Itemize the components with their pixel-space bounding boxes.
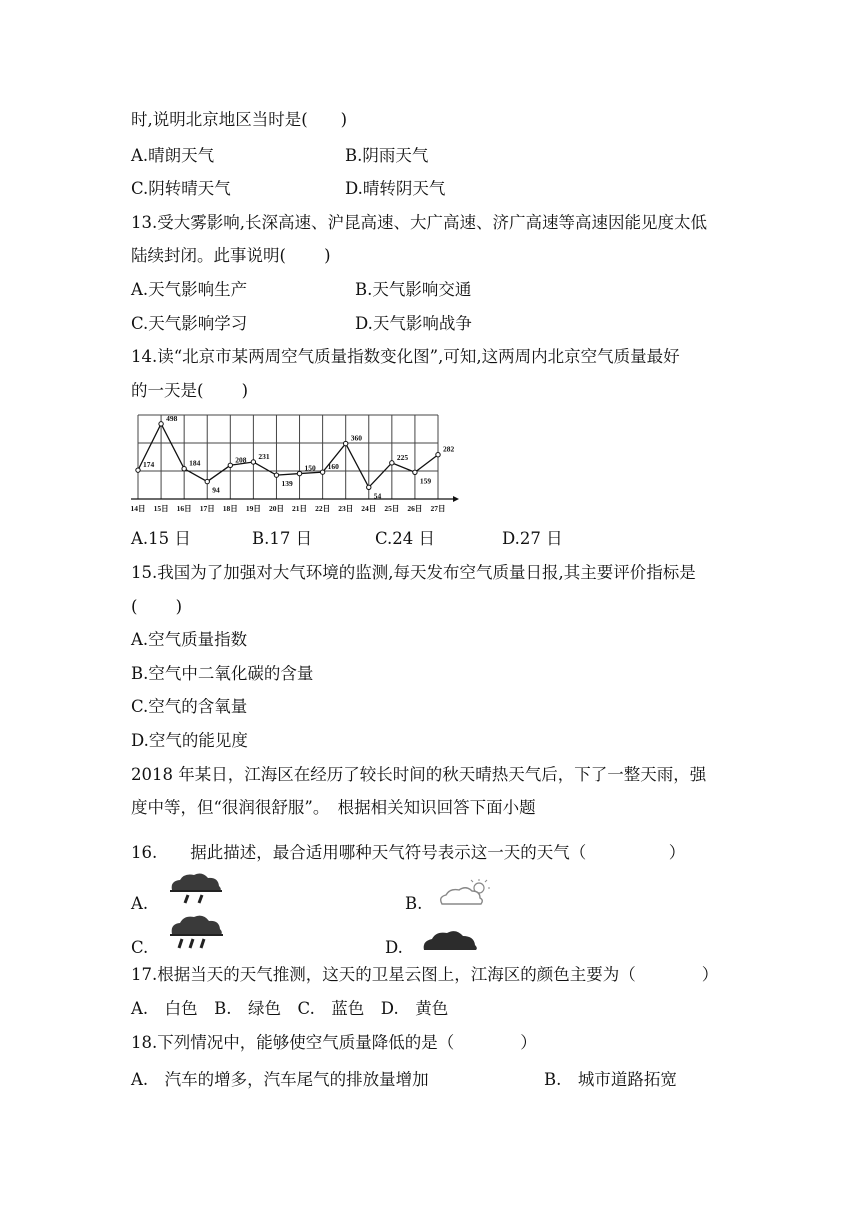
q14-option-d: D.27 日 (502, 529, 563, 548)
data-point (413, 470, 417, 474)
light-rain-icon (166, 872, 224, 906)
data-label: 231 (258, 452, 270, 461)
data-label: 94 (212, 485, 220, 495)
x-tick-label: 17日 (199, 504, 215, 513)
q13-option-a: A.天气影响生产 (131, 280, 248, 299)
aqi-line-chart (131, 413, 461, 515)
x-tick-label: 27日 (430, 504, 446, 513)
data-point (182, 467, 186, 471)
q14-option-c: C.24 日 (375, 529, 436, 548)
passage-line1: 2018 年某日，江海区在经历了较长时间的秋天晴热天气后，下了一整天雨，强 (131, 765, 707, 784)
q12-stem: 时,说明北京地区当时是( ) (131, 110, 348, 129)
x-tick-label: 20日 (268, 504, 284, 513)
q13-stem-line2: 陆续封闭。此事说明( ) (131, 246, 331, 265)
q13-option-c: C.天气影响学习 (131, 314, 248, 333)
data-label: 360 (350, 433, 362, 443)
x-tick-label: 26日 (407, 504, 423, 513)
x-axis-arrow (453, 496, 459, 502)
partly-cloudy-icon (436, 878, 498, 910)
q15-option-b: B.空气中二氧化碳的含量 (131, 664, 314, 683)
data-point (205, 479, 209, 483)
x-tick-label: 18日 (222, 504, 238, 513)
x-tick-label: 19日 (245, 504, 261, 513)
overcast-icon (420, 928, 480, 954)
data-point (251, 460, 255, 464)
x-tick-label: 25日 (384, 504, 400, 513)
data-point (436, 453, 440, 457)
x-tick-label: 24日 (361, 504, 377, 513)
data-label: 498 (166, 413, 178, 423)
moderate-rain-icon (166, 914, 226, 954)
q13-option-d: D.天气影响战争 (355, 314, 472, 333)
data-point (228, 463, 232, 467)
q12-option-c: C.阴转晴天气 (131, 179, 231, 198)
x-tick-label: 22日 (315, 504, 331, 513)
data-label: 225 (396, 452, 409, 462)
q14-stem-line1: 14.读“北京市某两周空气质量指数变化图”,可知,这两周内北京空气质量最好 (131, 347, 680, 366)
q18-option-a: A. 汽车的增多，汽车尾气的排放量增加 (131, 1070, 429, 1089)
passage-line2: 度中等，但“很润很舒服”。 根据相关知识回答下面小题 (131, 798, 536, 817)
q13-option-b: B.天气影响交通 (355, 280, 472, 299)
q15-option-c: C.空气的含氧量 (131, 697, 248, 716)
q14-option-a: A.15 日 (131, 529, 191, 548)
q15-option-d: D.空气的能见度 (131, 731, 248, 750)
x-tick-label: 23日 (338, 504, 354, 513)
x-tick-label: 21日 (292, 504, 308, 513)
x-tick-label: 16日 (176, 504, 192, 513)
q18-option-b: B. 城市道路拓宽 (544, 1070, 677, 1089)
data-label: 139 (281, 479, 293, 489)
data-point (274, 473, 278, 477)
chart-canvas (131, 413, 461, 515)
data-point (320, 470, 324, 474)
data-label: 282 (443, 444, 455, 454)
q16-stem: 16. 据此描述，最合适用哪种天气符号表示这一天的天气（ ） (131, 843, 686, 862)
q16-option-d-label: D. (385, 938, 403, 957)
data-point (159, 422, 163, 426)
data-label: 174 (143, 460, 155, 470)
data-label: 159 (419, 476, 432, 486)
x-tick-label: 14日 (131, 504, 146, 513)
q17-options: A. 白色 B. 绿色 C. 蓝色 D. 黄色 (131, 999, 449, 1018)
q12-option-d: D.晴转阴天气 (345, 179, 446, 198)
data-label: 208 (235, 455, 247, 465)
q16-option-a-label: A. (131, 894, 149, 913)
x-tick-label: 15日 (153, 504, 169, 513)
q12-option-b: B.阴雨天气 (345, 146, 429, 165)
q13-stem-line1: 13.受大雾影响,长深高速、沪昆高速、大广高速、济广高速等高速因能见度太低 (131, 213, 707, 232)
q14-stem-line2: 的一天是( ) (131, 381, 249, 400)
q18-stem: 18.下列情况中，能够使空气质量降低的是（ ） (131, 1033, 537, 1052)
data-point (136, 468, 140, 472)
q17-stem: 17.根据当天的天气推测，这天的卫星云图上，江海区的颜色主要为（ ） (131, 965, 719, 984)
data-label: 160 (327, 462, 339, 472)
data-point (367, 485, 371, 489)
data-label: 184 (189, 458, 201, 468)
q12-option-a: A.晴朗天气 (131, 146, 215, 165)
q15-stem-line2: ( ) (131, 597, 183, 616)
q15-option-a: A.空气质量指数 (131, 630, 248, 649)
q16-option-b-label: B. (405, 894, 423, 913)
data-point (390, 461, 394, 465)
data-point (297, 471, 301, 475)
data-label: 150 (304, 463, 316, 473)
q15-stem-line1: 15.我国为了加强对大气环境的监测,每天发布空气质量日报,其主要评价指标是 (131, 563, 696, 582)
series-line (138, 424, 438, 487)
data-label: 54 (373, 491, 382, 501)
q16-option-c-label: C. (131, 938, 149, 957)
data-point (343, 441, 347, 445)
q14-option-b: B.17 日 (252, 529, 313, 548)
